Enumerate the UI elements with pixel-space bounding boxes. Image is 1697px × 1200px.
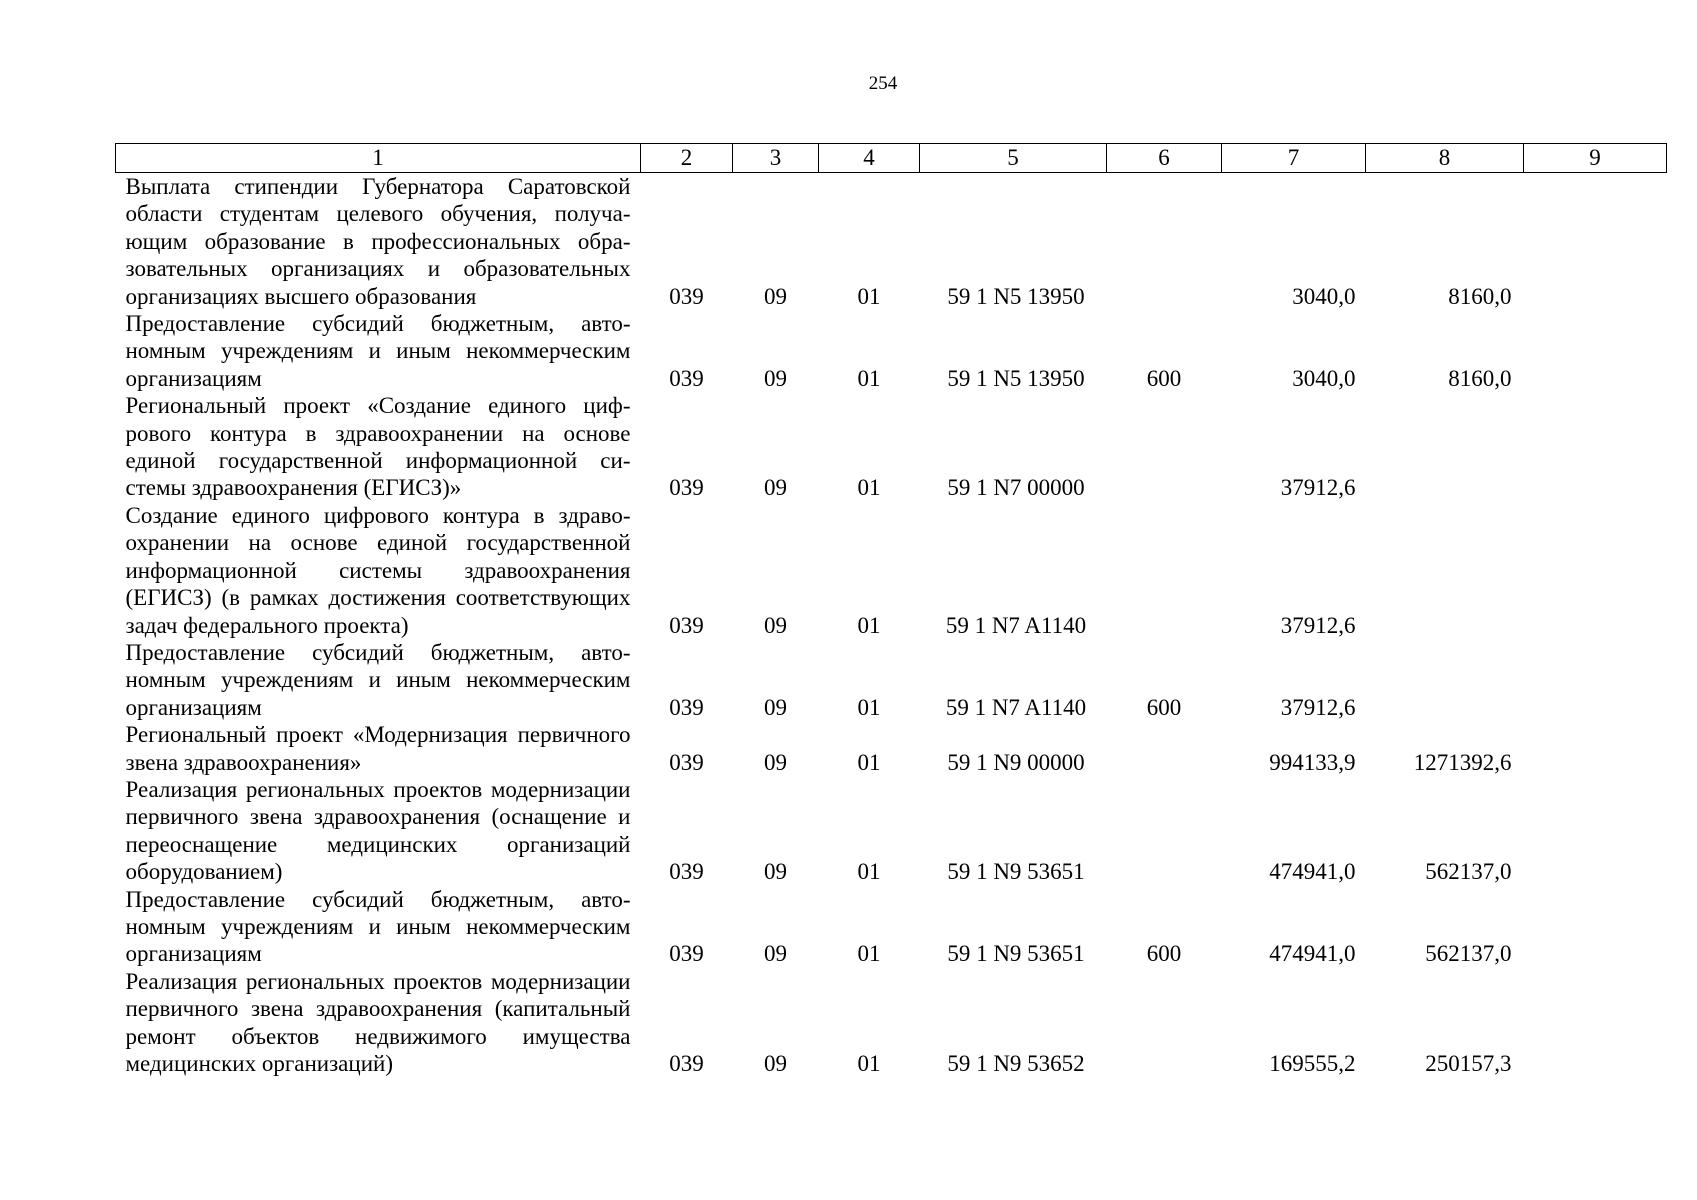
section-code: 09 <box>764 694 787 720</box>
row-description: Создание единого цифрового контура в здравоохранении на основе единой государственной информационной системы здравоохранения (ЕГИСЗ) (в рамках достижения соответствующих задач федерального проекта) <box>125 502 631 638</box>
column-header-3: 3 <box>733 144 819 173</box>
expense-type-code <box>1107 721 1222 776</box>
table-header <box>116 144 1667 173</box>
amount-col-9 <box>1524 639 1667 721</box>
row-description: Выплата стипендии Губернатора Саратовской области студентам целевого обучения, получающим образование в профессиональных образовательных организациях и образовательных организациях высшего образования <box>125 174 631 309</box>
section-code: 09 <box>764 749 787 775</box>
column-header-4: 4 <box>819 144 920 173</box>
row-description: Региональный проект «Модернизация первичного звена здравоохранения» <box>125 722 631 775</box>
amount-col-7: 994133,9 <box>1269 749 1356 775</box>
ministry-code: 039 <box>669 283 704 309</box>
row-description: Предоставление субсидий бюджетным, автономным учреждениям и иным некоммерческим организациям <box>125 639 631 720</box>
amount-col-8 <box>1366 639 1524 721</box>
row-description: Предоставление субсидий бюджетным, автономным учреждениям и иным некоммерческим организациям <box>125 311 631 391</box>
ministry-code: 039 <box>669 694 704 720</box>
amount-col-8 <box>1366 392 1524 502</box>
table-row <box>116 886 1667 968</box>
table-body <box>116 173 1667 1078</box>
ministry-code: 039 <box>669 749 704 775</box>
row-description: Реализация региональных проектов модернизации первичного звена здравоохранения (капитальный ремонт объектов недвижимого имущества медицинских организаций) <box>125 968 631 1076</box>
expense-type-code: 600 <box>1146 694 1182 720</box>
table-row <box>116 173 1667 311</box>
ministry-code: 039 <box>669 1051 704 1076</box>
ministry-code: 039 <box>669 612 704 638</box>
subsection-code: 01 <box>857 694 881 720</box>
amount-col-7: 474941,0 <box>1269 859 1356 885</box>
ministry-code: 039 <box>669 941 704 967</box>
table-row <box>116 776 1667 886</box>
table-row <box>116 639 1667 721</box>
expense-type-code: 600 <box>1146 365 1182 391</box>
expense-type-code <box>1107 392 1222 502</box>
expense-type-code <box>1107 968 1222 1078</box>
budget-table <box>115 143 1667 1077</box>
column-header-8: 8 <box>1366 144 1524 173</box>
amount-col-7: 3040,0 <box>1292 283 1356 309</box>
target-article-code: 59 1 N9 00000 <box>947 749 1085 775</box>
amount-col-7: 37912,6 <box>1280 475 1356 501</box>
column-header-7: 7 <box>1222 144 1366 173</box>
amount-col-9 <box>1524 310 1667 392</box>
table-row <box>116 392 1667 502</box>
amount-col-7: 3040,0 <box>1292 365 1356 391</box>
target-article-code: 59 1 N7 A1140 <box>945 612 1087 638</box>
column-header-6: 6 <box>1107 144 1222 173</box>
table-row <box>116 968 1667 1078</box>
column-header-5: 5 <box>920 144 1107 173</box>
target-article-code: 59 1 N7 A1140 <box>945 694 1087 720</box>
amount-col-7: 169555,2 <box>1269 1051 1356 1076</box>
amount-col-8: 8160,0 <box>1448 365 1512 391</box>
column-header-2: 2 <box>641 144 733 173</box>
amount-col-9 <box>1524 173 1667 311</box>
target-article-code: 59 1 N9 53651 <box>947 859 1085 885</box>
subsection-code: 01 <box>857 1051 881 1076</box>
row-description: Реализация региональных проектов модернизации первичного звена здравоохранения (оснащение и переоснащение медицинских организаций оборудованием) <box>125 776 631 885</box>
expense-type-code <box>1107 776 1222 886</box>
amount-col-9 <box>1524 776 1667 886</box>
table-row <box>116 310 1667 392</box>
amount-col-8: 562137,0 <box>1425 941 1512 967</box>
row-description: Региональный проект «Создание единого цифрового контура в здравоохранении на основе единой государственной информационной системы здравоохранения (ЕГИСЗ)» <box>125 393 631 501</box>
table-row <box>116 721 1667 776</box>
subsection-code: 01 <box>857 749 881 775</box>
section-code: 09 <box>764 475 787 501</box>
amount-col-9 <box>1524 886 1667 968</box>
amount-col-9 <box>1524 392 1667 502</box>
section-code: 09 <box>764 365 787 391</box>
amount-col-7: 474941,0 <box>1269 941 1356 967</box>
subsection-code: 01 <box>857 941 881 967</box>
amount-col-7: 37912,6 <box>1280 612 1356 638</box>
target-article-code: 59 1 N5 13950 <box>947 365 1085 391</box>
subsection-code: 01 <box>857 859 881 885</box>
expense-type-code <box>1107 502 1222 639</box>
ministry-code: 039 <box>669 475 704 501</box>
column-header-1: 1 <box>116 144 641 173</box>
section-code: 09 <box>764 1051 787 1076</box>
header-row <box>116 144 1667 173</box>
amount-col-8 <box>1366 502 1524 639</box>
target-article-code: 59 1 N9 53651 <box>947 941 1085 967</box>
section-code: 09 <box>764 859 787 885</box>
amount-col-7: 37912,6 <box>1280 694 1356 720</box>
expense-type-code: 600 <box>1146 941 1182 967</box>
target-article-code: 59 1 N5 13950 <box>947 283 1085 309</box>
amount-col-8: 562137,0 <box>1425 859 1512 885</box>
subsection-code: 01 <box>857 283 881 309</box>
section-code: 09 <box>764 283 787 309</box>
amount-col-9 <box>1524 721 1667 776</box>
expense-type-code <box>1107 173 1222 311</box>
subsection-code: 01 <box>857 365 881 391</box>
target-article-code: 59 1 N9 53652 <box>947 1051 1085 1076</box>
subsection-code: 01 <box>857 612 881 638</box>
section-code: 09 <box>764 612 787 638</box>
row-description: Предоставление субсидий бюджетным, автономным учреждениям и иным некоммерческим организациям <box>125 886 631 967</box>
amount-col-9 <box>1524 502 1667 639</box>
amount-col-9 <box>1524 968 1667 1078</box>
amount-col-8: 250157,3 <box>1425 1051 1512 1076</box>
column-header-9: 9 <box>1524 144 1667 173</box>
target-article-code: 59 1 N7 00000 <box>947 475 1085 501</box>
amount-col-8: 1271392,6 <box>1413 749 1512 775</box>
section-code: 09 <box>764 941 787 967</box>
ministry-code: 039 <box>669 859 704 885</box>
table-row <box>116 502 1667 639</box>
amount-col-8: 8160,0 <box>1448 283 1512 309</box>
subsection-code: 01 <box>857 475 881 501</box>
page-number: 254 <box>868 73 898 94</box>
ministry-code: 039 <box>669 365 704 391</box>
